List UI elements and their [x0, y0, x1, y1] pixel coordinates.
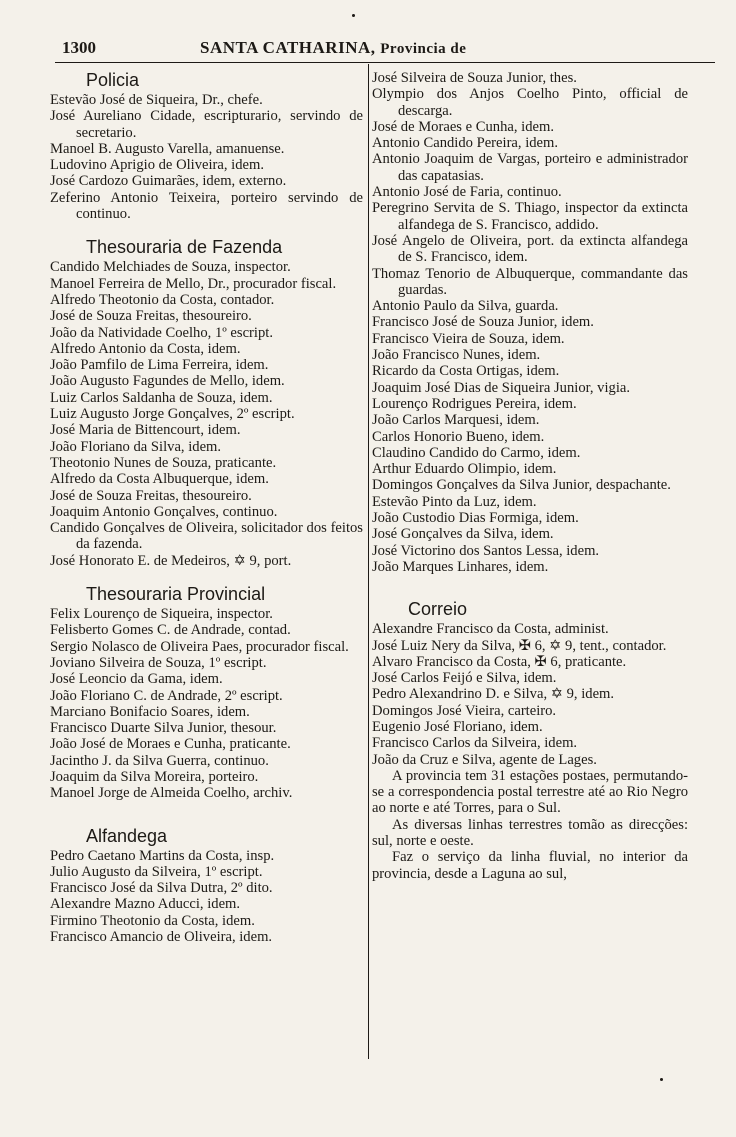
entry: Jacintho J. da Silva Guerra, continuo.	[50, 752, 269, 769]
entry: José Cardozo Guimarães, idem, externo.	[50, 173, 287, 190]
entry: Manoel B. Augusto Varella, amanuense.	[50, 140, 285, 157]
entry: João da Natividade Coelho, 1º escript.	[50, 324, 273, 341]
entry: Alvaro Francisco da Costa, ✠ 6, praticante.	[372, 653, 627, 670]
entry: João Francisco Nunes, idem.	[372, 347, 541, 364]
paragraph: A provincia tem 31 estações postaes, permutando-se a correspondencia postal terrestre até ao Rio Negro ao norte e até Torres, para o Sul.	[372, 767, 688, 817]
entry: Antonio Paulo da Silva, guarda.	[372, 298, 559, 315]
column-divider	[368, 64, 369, 1059]
entry: José Carlos Feijó e Silva, idem.	[372, 670, 557, 687]
paragraph: Faz o serviço da linha fluvial, no interior da provincia, desde a Laguna ao sul,	[372, 849, 688, 882]
section-title: Correio	[408, 599, 468, 620]
entry: Marciano Bonifacio Soares, idem.	[50, 703, 250, 720]
entry: Joviano Silveira de Souza, 1º escript.	[50, 654, 267, 671]
entry: Peregrino Servita de S. Thiago, inspector da extincta alfandega de S. Francisco, addido.	[372, 200, 688, 233]
entry: Francisco José da Silva Dutra, 2º dito.	[50, 880, 273, 897]
entry: Alfredo Antonio da Costa, idem.	[50, 340, 241, 357]
entry: Manoel Jorge de Almeida Coelho, archiv.	[50, 785, 293, 802]
entry: José Maria de Bittencourt, idem.	[50, 422, 241, 439]
entry: José de Souza Freitas, thesoureiro.	[50, 487, 252, 504]
entry: Domingos Gonçalves da Silva Junior, despachante.	[372, 477, 671, 494]
entry: Manoel Ferreira de Mello, Dr., procurador fiscal.	[50, 275, 337, 292]
running-head-subtitle: Provincia de	[380, 41, 467, 57]
entry: Alexandre Mazno Aducci, idem.	[50, 896, 241, 913]
entry: José Victorino dos Santos Lessa, idem.	[372, 542, 600, 559]
entry: Pedro Alexandrino D. e Silva, ✡ 9, idem.	[372, 686, 615, 703]
entry: Francisco Duarte Silva Junior, thesour.	[50, 720, 277, 737]
entry: José Angelo de Oliveira, port. da extincta alfandega de S. Francisco, idem.	[372, 232, 688, 266]
entry: João Marques Linhares, idem.	[372, 558, 549, 575]
section-title: Thesouraria de Fazenda	[86, 237, 283, 258]
entry: Antonio Candido Pereira, idem.	[372, 135, 559, 152]
entry: Candido Melchiades de Souza, inspector.	[50, 259, 291, 276]
entry: Alfredo da Costa Albuquerque, idem.	[50, 471, 269, 488]
entry: Luiz Augusto Jorge Gonçalves, 2º escript.	[50, 406, 295, 423]
entry: Felix Lourenço de Siqueira, inspector.	[50, 606, 273, 623]
entry: Francisco Amancio de Oliveira, idem.	[50, 929, 273, 946]
entry: Alexandre Francisco da Costa, administ.	[372, 621, 609, 638]
entry: Francisco José de Souza Junior, idem.	[372, 314, 594, 331]
entry: Luiz Carlos Saldanha de Souza, idem.	[50, 389, 273, 406]
entry: Alfredo Theotonio da Costa, contador.	[50, 291, 275, 308]
entry: Francisco Vieira de Souza, idem.	[372, 330, 565, 347]
running-head-title: SANTA CATHARINA,	[200, 38, 376, 57]
entry: Theotonio Nunes de Souza, praticante.	[50, 454, 277, 471]
section-alfandega-continued	[372, 70, 688, 575]
section-correio	[372, 599, 688, 882]
entry: João da Cruz e Silva, agente de Lages.	[372, 751, 597, 768]
ink-speck	[352, 14, 355, 17]
section-policia	[50, 70, 363, 222]
entry: Firmino Theotonio da Costa, idem.	[50, 912, 255, 929]
entry: Estevão Pinto da Luz, idem.	[372, 493, 537, 510]
entry: Lourenço Rodrigues Pereira, idem.	[372, 395, 577, 412]
entry: Olympio dos Anjos Coelho Pinto, official de descarga.	[372, 86, 688, 119]
entry: José Honorato E. de Medeiros, ✡ 9, port.	[50, 552, 292, 569]
section-alfandega	[50, 826, 363, 946]
entry: João Floriano da Silva, idem.	[50, 438, 222, 455]
section-title: Thesouraria Provincial	[86, 584, 266, 605]
entry: Zeferino Antonio Teixeira, porteiro servindo de continuo.	[50, 189, 363, 223]
entry: João Pamfilo de Lima Ferreira, idem.	[50, 357, 269, 374]
entry: Pedro Caetano Martins da Costa, insp.	[50, 847, 275, 864]
entry: João Carlos Marquesi, idem.	[372, 412, 540, 429]
entry: Julio Augusto da Silveira, 1º escript.	[50, 863, 263, 880]
entry: João Custodio Dias Formiga, idem.	[372, 510, 579, 527]
entry: Antonio Joaquim de Vargas, porteiro e administrador das capatasias.	[372, 151, 688, 184]
running-head	[200, 38, 466, 58]
entry: João Augusto Fagundes de Mello, idem.	[50, 373, 285, 390]
entry: Carlos Honorio Bueno, idem.	[372, 428, 545, 445]
entry: Joaquim Antonio Gonçalves, continuo.	[50, 503, 278, 520]
entry: José Leoncio da Gama, idem.	[50, 671, 223, 688]
entry: Claudino Candido do Carmo, idem.	[372, 444, 581, 461]
entry: Estevão José de Siqueira, Dr., chefe.	[50, 92, 263, 108]
entry: José Aureliano Cidade, escripturario, servindo de secretario.	[50, 108, 363, 141]
entry: Felisberto Gomes C. de Andrade, contad.	[50, 622, 291, 639]
entry: João Floriano C. de Andrade, 2º escript.	[50, 687, 283, 704]
entry: José Luiz Nery da Silva, ✠ 6, ✡ 9, tent., contador.	[372, 637, 667, 654]
entry: José Gonçalves da Silva, idem.	[372, 526, 554, 543]
entry: José de Souza Freitas, thesoureiro.	[50, 308, 252, 325]
right-column	[372, 70, 688, 882]
section-thesouraria-fazenda	[50, 237, 363, 569]
entry: Candido Gonçalves de Oliveira, solicitador dos feitos da fazenda.	[50, 520, 363, 553]
entry: João José de Moraes e Cunha, praticante.	[50, 736, 291, 753]
section-title: Policia	[86, 70, 140, 90]
left-column	[50, 70, 363, 945]
paragraph: As diversas linhas terrestres tomão as direcções: sul, norte e oeste.	[372, 816, 688, 850]
entry: Ricardo da Costa Ortigas, idem.	[372, 363, 560, 380]
header-rule	[55, 62, 715, 63]
entry: Ludovino Aprigio de Oliveira, idem.	[50, 157, 265, 174]
page-number: 1300	[62, 38, 96, 57]
entry: Domingos José Vieira, carteiro.	[372, 702, 557, 719]
section-title: Alfandega	[86, 825, 168, 846]
entry: Thomaz Tenorio de Albuquerque, commandante das guardas.	[372, 265, 688, 298]
entry: Eugenio José Floriano, idem.	[372, 718, 543, 735]
entry: Arthur Eduardo Olimpio, idem.	[372, 461, 557, 478]
entry: Joaquim da Silva Moreira, porteiro.	[50, 768, 259, 785]
ink-speck	[660, 1078, 663, 1081]
entry: José de Moraes e Cunha, idem.	[372, 118, 554, 135]
entry: Joaquim José Dias de Siqueira Junior, vigia.	[372, 379, 631, 396]
section-thesouraria-provincial	[50, 584, 363, 802]
entry: Francisco Carlos da Silveira, idem.	[372, 735, 578, 752]
entry: José Silveira de Souza Junior, thes.	[372, 70, 577, 86]
entry: Antonio José de Faria, continuo.	[372, 184, 562, 201]
entry: Sergio Nolasco de Oliveira Paes, procurador fiscal.	[50, 638, 349, 655]
